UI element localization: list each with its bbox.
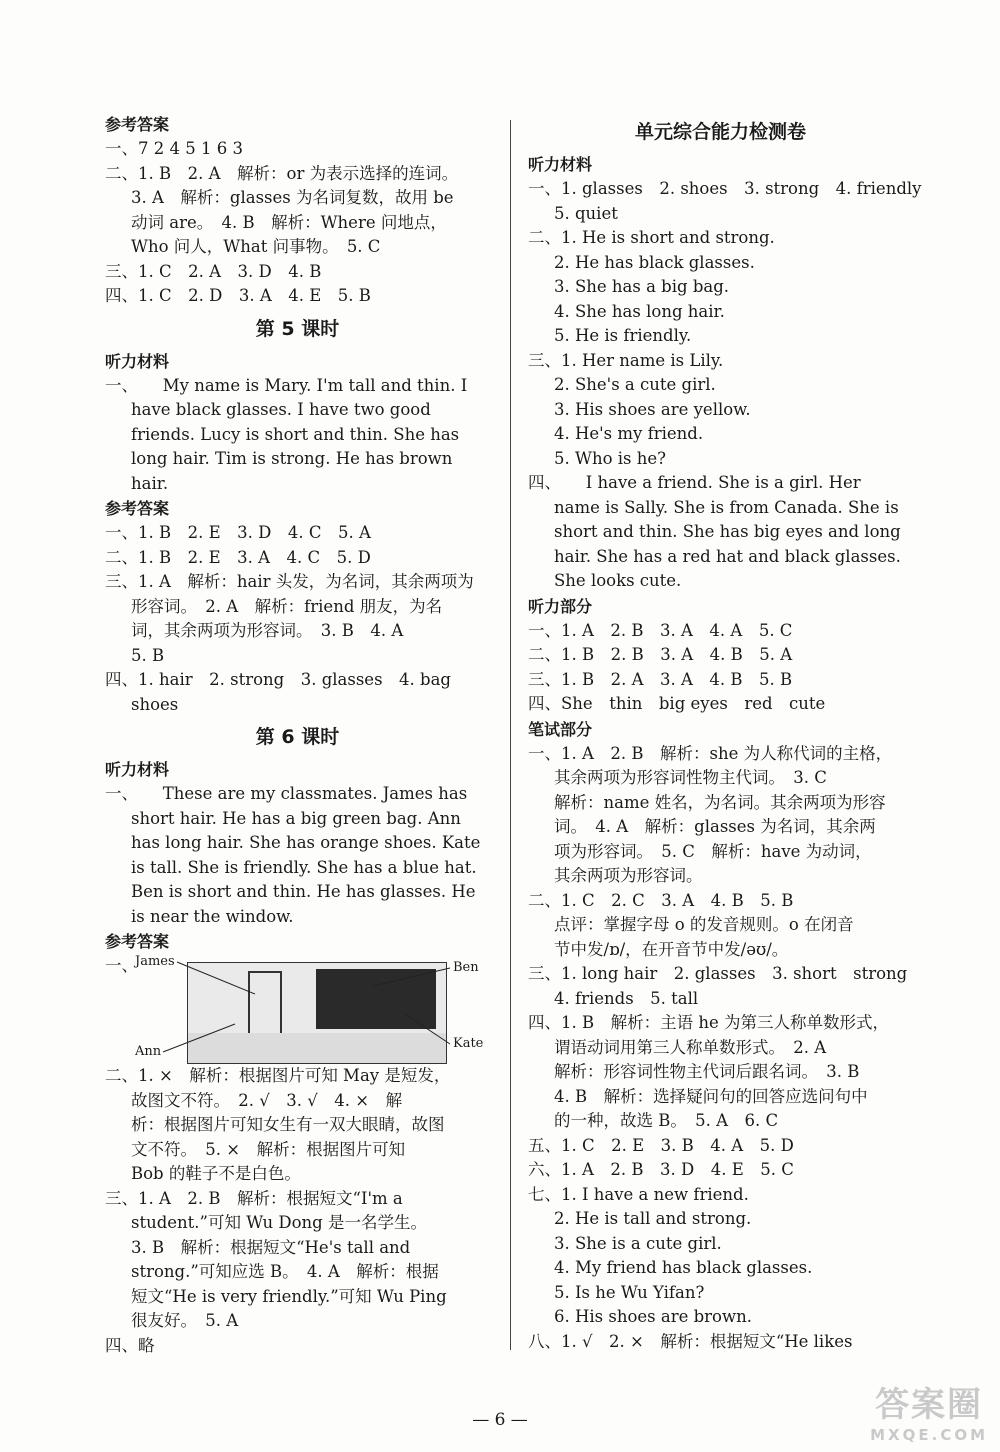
column-divider <box>510 120 511 1350</box>
listening-line: is tall. She is friendly. She has a blue hat. <box>131 857 477 877</box>
answers-heading: 参考答案 <box>105 499 170 518</box>
right-column <box>528 112 922 1354</box>
answer-line: 二、1. C 2. C 3. A 4. B 5. B <box>528 890 794 910</box>
answer-line: 七、1. I have a new friend. <box>528 1184 749 1204</box>
answer-line: Who 问人，What 问事物。 5. C <box>131 237 381 256</box>
answer-line: 6. His shoes are brown. <box>554 1307 752 1326</box>
listening-part-heading: 听力部分 <box>528 596 593 616</box>
answer-line: 词。 4. A 解析：glasses 为名词，其余两 <box>554 817 876 836</box>
written-part-heading: 笔试部分 <box>528 719 593 739</box>
listening-line: hair. She has a red hat and black glasses. <box>554 546 901 566</box>
answer-line: 三、1. A 2. B 解析：根据短文“I'm a <box>105 1188 403 1208</box>
answer-line: 解析：name 姓名，为名词。其余两项为形容 <box>554 792 886 812</box>
listening-line: have black glasses. I have two good <box>131 400 431 419</box>
listening-line: 一、1. glasses 2. shoes 3. strong 4. friendly <box>528 179 922 198</box>
answers-heading: 参考答案 <box>105 932 170 951</box>
listening-line: is near the window. <box>131 906 294 926</box>
answer-line: 六、1. A 2. B 3. D 4. E 5. C <box>528 1160 794 1179</box>
listening-line: short hair. He has a big green bag. Ann <box>131 808 461 828</box>
answer-line: 三、1. B 2. A 3. A 4. B 5. B <box>528 669 793 689</box>
lesson-6-title: 第 6 课时 <box>255 726 340 748</box>
classroom-picture-row <box>105 954 490 1064</box>
answer-line: 5. Is he Wu Yifan? <box>554 1282 705 1302</box>
listening-line: 4. He's my friend. <box>554 424 704 443</box>
listening-line: 一、 My name is Mary. I'm tall and thin. I <box>105 375 468 395</box>
listening-material-heading: 听力材料 <box>528 155 593 174</box>
answer-line: 四、略 <box>105 1335 155 1355</box>
answer-line: 其余两项为形容词。 <box>554 866 703 885</box>
answer-line: 一、1. A 2. B 3. A 4. A 5. C <box>528 620 793 640</box>
listening-material-heading: 听力材料 <box>105 760 170 779</box>
answer-line: 文不符。 5. × 解析：根据图片可知 <box>131 1139 406 1159</box>
answer-line: 4. B 解析：选择疑问句的回答应选问句中 <box>554 1086 868 1106</box>
answer-line: 词，其余两项为形容词。 3. B 4. A <box>131 621 404 640</box>
answer-line: 二、1. B 2. A 解析：or 为表示选择的连词。 <box>105 163 459 183</box>
listening-line: has long hair. She has orange shoes. Kate <box>131 833 481 852</box>
answer-line: 一、1. B 2. E 3. D 4. C 5. A <box>105 523 371 542</box>
listening-line: hair. <box>131 473 169 493</box>
page-number: — 6 — <box>472 1410 528 1430</box>
listening-line: 2. She's a cute girl. <box>554 375 716 394</box>
answer-line: 四、1. B 解析：主语 he 为第三人称单数形式， <box>528 1013 889 1032</box>
answer-line: 项为形容词。 5. C 解析：have 为动词， <box>554 841 872 861</box>
listening-line: 5. Who is he? <box>554 448 666 468</box>
label-kate: Kate <box>453 1036 484 1051</box>
answer-line: 3. B 解析：根据短文“He's tall and <box>131 1237 411 1257</box>
picture-item-number: 一、 <box>105 956 138 975</box>
answer-line: Bob 的鞋子不是白色。 <box>131 1164 301 1183</box>
answer-line: 的一种，故选 B。 5. A 6. C <box>554 1111 779 1130</box>
answer-line: student.”可知 Wu Dong 是一名学生。 <box>131 1213 427 1232</box>
watermark-domain: MXQE.COM <box>870 1426 988 1444</box>
answer-line: 五、1. C 2. E 3. B 4. A 5. D <box>528 1135 794 1155</box>
answers-heading: 参考答案 <box>105 115 170 134</box>
listening-line: 3. She has a big bag. <box>554 277 730 296</box>
listening-line: 一、 These are my classmates. James has <box>105 784 468 803</box>
answer-line: 谓语动词用第三人称单数形式。 2. A <box>554 1037 827 1057</box>
listening-line: 5. He is friendly. <box>554 326 692 345</box>
answer-line: 八、1. √ 2. × 解析：根据短文“He likes <box>528 1331 853 1351</box>
listening-line: Ben is short and thin. He has glasses. He <box>131 882 476 901</box>
answer-line: 二、1. B 2. E 3. A 4. C 5. D <box>105 547 371 567</box>
listening-line: 二、1. He is short and strong. <box>528 228 775 247</box>
listening-line: short and thin. She has big eyes and long <box>554 522 901 541</box>
answer-line: 其余两项为形容词性物主代词。 3. C <box>554 768 827 787</box>
answer-line: 4. friends 5. tall <box>554 988 699 1008</box>
answer-line: 3. She is a cute girl. <box>554 1233 722 1253</box>
label-james: James <box>135 954 175 969</box>
answer-line: 3. A 解析：glasses 为名词复数，故用 be <box>131 188 454 207</box>
listening-material-heading: 听力材料 <box>105 351 170 371</box>
listening-line: 2. He has black glasses. <box>554 252 755 272</box>
answer-line: 一、7 2 4 5 1 6 3 <box>105 139 243 158</box>
answer-line: 5. B <box>131 645 165 665</box>
answer-line: 一、1. A 2. B 解析：she 为人称代词的主格， <box>528 743 893 763</box>
answer-line: 二、1. B 2. B 3. A 4. B 5. A <box>528 645 793 664</box>
listening-line: name is Sally. She is from Canada. She is <box>554 497 899 517</box>
answer-line: 点评：掌握字母 o 的发音规则。o 在闭音 <box>554 915 854 934</box>
answer-line: 四、1. C 2. D 3. A 4. E 5. B <box>105 286 371 305</box>
answer-line: 形容词。 2. A 解析：friend 朋友，为名 <box>131 596 443 616</box>
left-column <box>105 112 490 1358</box>
answer-line: 解析：形容词性物主代词后跟名词。 3. B <box>554 1062 860 1081</box>
answer-line: 节中发/ɒ/，在开音节中发/əʊ/。 <box>554 939 789 959</box>
label-lines <box>105 954 490 1064</box>
listening-line: She looks cute. <box>554 571 682 590</box>
answer-line: 三、1. long hair 2. glasses 3. short strong <box>528 964 908 983</box>
answer-line: 故图文不符。 2. √ 3. √ 4. × 解 <box>131 1090 403 1110</box>
answer-line: 二、1. × 解析：根据图片可知 May 是短发， <box>105 1066 451 1085</box>
answer-line: 2. He is tall and strong. <box>554 1209 752 1228</box>
lesson-5-title: 第 5 课时 <box>255 317 340 340</box>
answer-line: 短文“He is very friendly.”可知 Wu Ping <box>131 1286 447 1306</box>
listening-line: 四、 I have a friend. She is a girl. Her <box>528 473 861 492</box>
listening-line: 3. His shoes are yellow. <box>554 399 751 419</box>
answer-line: strong.”可知应选 B。 4. A 解析：根据 <box>131 1262 439 1281</box>
unit-test-title: 单元综合能力检测卷 <box>634 121 806 143</box>
listening-line: friends. Lucy is short and thin. She has <box>131 424 460 444</box>
watermark-logo <box>870 1377 988 1444</box>
watermark-text: 答案圈 <box>875 1385 984 1425</box>
answer-line: 4. My friend has black glasses. <box>554 1258 813 1277</box>
listening-line: 5. quiet <box>554 203 618 223</box>
answer-line: 四、1. hair 2. strong 3. glasses 4. bag <box>105 670 451 689</box>
answer-line: 析：根据图片可知女生有一双大眼睛，故图 <box>131 1115 445 1134</box>
listening-line: long hair. Tim is strong. He has brown <box>131 449 453 468</box>
listening-line: 4. She has long hair. <box>554 301 725 321</box>
answer-line: shoes <box>131 694 179 714</box>
answer-line: 四、She thin big eyes red cute <box>528 694 826 713</box>
answer-line: 三、1. A 解析：hair 头发，为名词，其余两项为 <box>105 572 474 591</box>
answer-line: 动词 are。 4. B 解析：Where 问地点， <box>131 212 447 232</box>
listening-line: 三、1. Her name is Lily. <box>528 350 724 370</box>
answer-line: 很友好。 5. A <box>131 1311 239 1330</box>
label-ann: Ann <box>135 1044 162 1059</box>
answer-line: 三、1. C 2. A 3. D 4. B <box>105 261 322 281</box>
label-ben: Ben <box>453 960 479 975</box>
